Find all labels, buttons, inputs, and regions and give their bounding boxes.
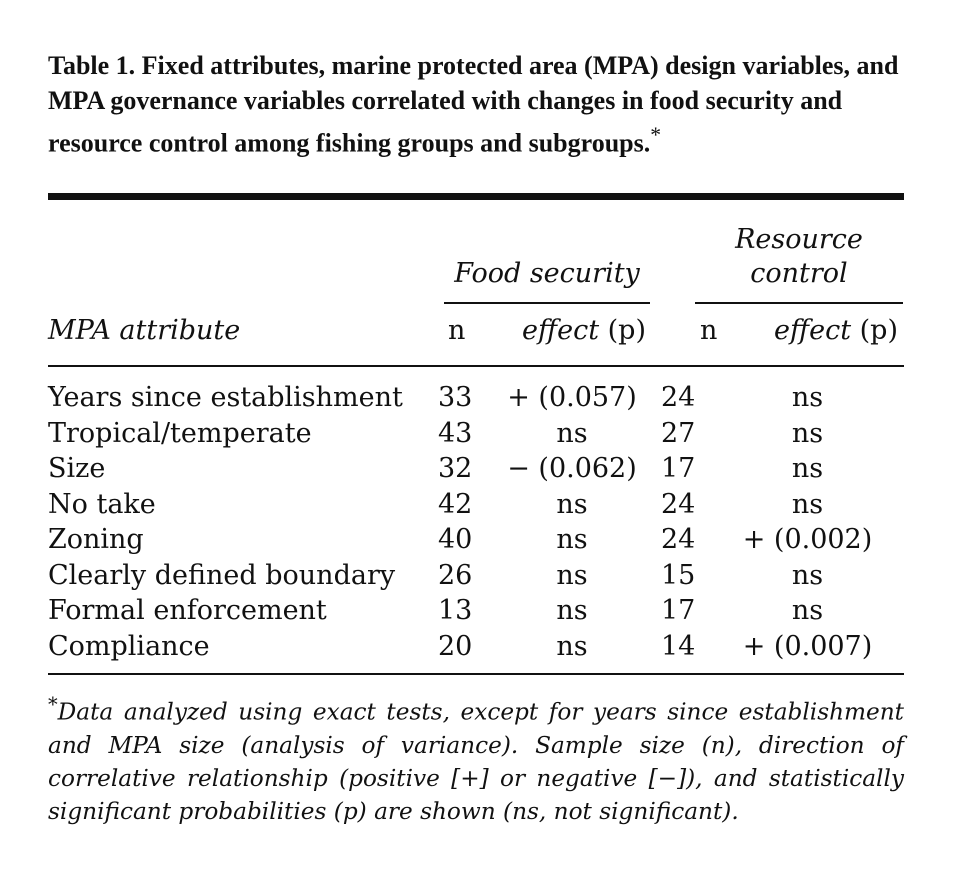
- rc-p-label: (p): [851, 315, 898, 346]
- rc-n-cell: 24: [661, 524, 696, 555]
- rc-n-label: n: [700, 315, 718, 346]
- table-row: [48, 416, 904, 452]
- fs-n-label: n: [448, 315, 466, 346]
- table-row: [48, 558, 904, 594]
- food-security-n-header: [448, 314, 465, 348]
- footnote-marker: *: [48, 693, 58, 716]
- rc-n-cell: 27: [661, 417, 696, 449]
- fs-n-cell: 26: [438, 559, 473, 591]
- rc-effect-cell: ns: [791, 488, 824, 520]
- fs-n-cell: 40: [438, 524, 473, 555]
- fs-n-cell: 43: [438, 417, 473, 449]
- attribute-cell: Size: [48, 453, 106, 484]
- fs-effect-cell: − (0.062): [507, 453, 637, 484]
- footnote-text: Data analyzed using exact tests, except for years since establishment and MPA size (analysis of variance). Sample size (n), direction of correlative relationship (positive [+] or negative [−]), and statistically significant probabilities (p) are shown (ns, not significant).: [48, 698, 904, 825]
- fs-effect-cell: + (0.057): [507, 382, 637, 413]
- fs-effect-cell: ns: [556, 524, 588, 555]
- food-security-rule: [444, 302, 650, 304]
- food-security-effect-header: [522, 314, 646, 348]
- rc-n-cell: 24: [661, 488, 696, 520]
- attribute-cell: Zoning: [48, 524, 144, 555]
- resource-control-effect-header: [774, 314, 898, 348]
- rc-effect-cell: ns: [791, 595, 824, 626]
- fs-effect-cell: ns: [556, 488, 588, 520]
- attribute-cell: Compliance: [48, 630, 210, 662]
- fs-effect-cell: ns: [556, 417, 588, 449]
- fs-effect-label: effect: [522, 315, 600, 346]
- attribute-cell: Years since establishment: [48, 382, 403, 413]
- rc-effect-cell: + (0.007): [742, 630, 873, 662]
- rc-effect-cell: + (0.002): [742, 524, 873, 555]
- mpa-attribute-header: MPA attribute: [48, 315, 241, 346]
- fs-n-cell: 42: [438, 488, 473, 520]
- header-rule: [48, 365, 904, 367]
- rc-effect-cell: ns: [791, 559, 824, 591]
- table-footnote: [48, 688, 904, 828]
- fs-n-cell: 20: [438, 630, 473, 662]
- rc-n-cell: 17: [661, 595, 696, 626]
- rc-n-cell: 24: [661, 382, 696, 413]
- attribute-cell: Formal enforcement: [48, 595, 327, 626]
- table-row: [48, 487, 904, 523]
- table-row: [48, 593, 904, 629]
- rc-effect-cell: ns: [791, 453, 824, 484]
- data-table: [48, 380, 904, 664]
- rc-n-cell: 17: [661, 453, 696, 484]
- fs-effect-cell: ns: [556, 559, 588, 591]
- table-row: [48, 629, 904, 665]
- rc-n-cell: 15: [661, 559, 696, 591]
- resource-control-header-line1: Resource: [735, 224, 863, 255]
- food-security-header: Food security: [454, 258, 640, 289]
- fs-n-cell: 32: [438, 453, 473, 484]
- table-row: [48, 522, 904, 558]
- resource-control-n-header: [700, 314, 717, 348]
- attribute-cell: No take: [48, 488, 156, 520]
- fs-p-label: (p): [599, 315, 646, 346]
- fs-effect-cell: ns: [556, 595, 588, 626]
- attribute-cell: Tropical/temperate: [48, 417, 312, 449]
- fs-n-cell: 13: [438, 595, 473, 626]
- rc-n-cell: 14: [661, 630, 696, 662]
- resource-control-header-line2: control: [750, 258, 848, 289]
- caption-text: Table 1. Fixed attributes, marine protected area (MPA) design variables, and MPA governance variables correlated with changes in food security and resource control among fishing groups and subgroups.: [48, 51, 899, 158]
- rc-effect-cell: ns: [791, 382, 824, 413]
- resource-control-rule: [695, 302, 903, 304]
- table-caption: [48, 48, 908, 161]
- caption-footnote-marker: *: [650, 123, 662, 147]
- fs-n-cell: 33: [438, 382, 473, 413]
- attribute-cell: Clearly defined boundary: [48, 559, 396, 591]
- resource-control-header: [695, 223, 903, 291]
- table-row: [48, 380, 904, 416]
- rc-effect-label: effect: [774, 315, 852, 346]
- fs-effect-cell: ns: [556, 630, 588, 662]
- top-rule: [48, 193, 904, 200]
- table-row: [48, 451, 904, 487]
- rc-effect-cell: ns: [791, 417, 824, 449]
- bottom-rule: [48, 673, 904, 675]
